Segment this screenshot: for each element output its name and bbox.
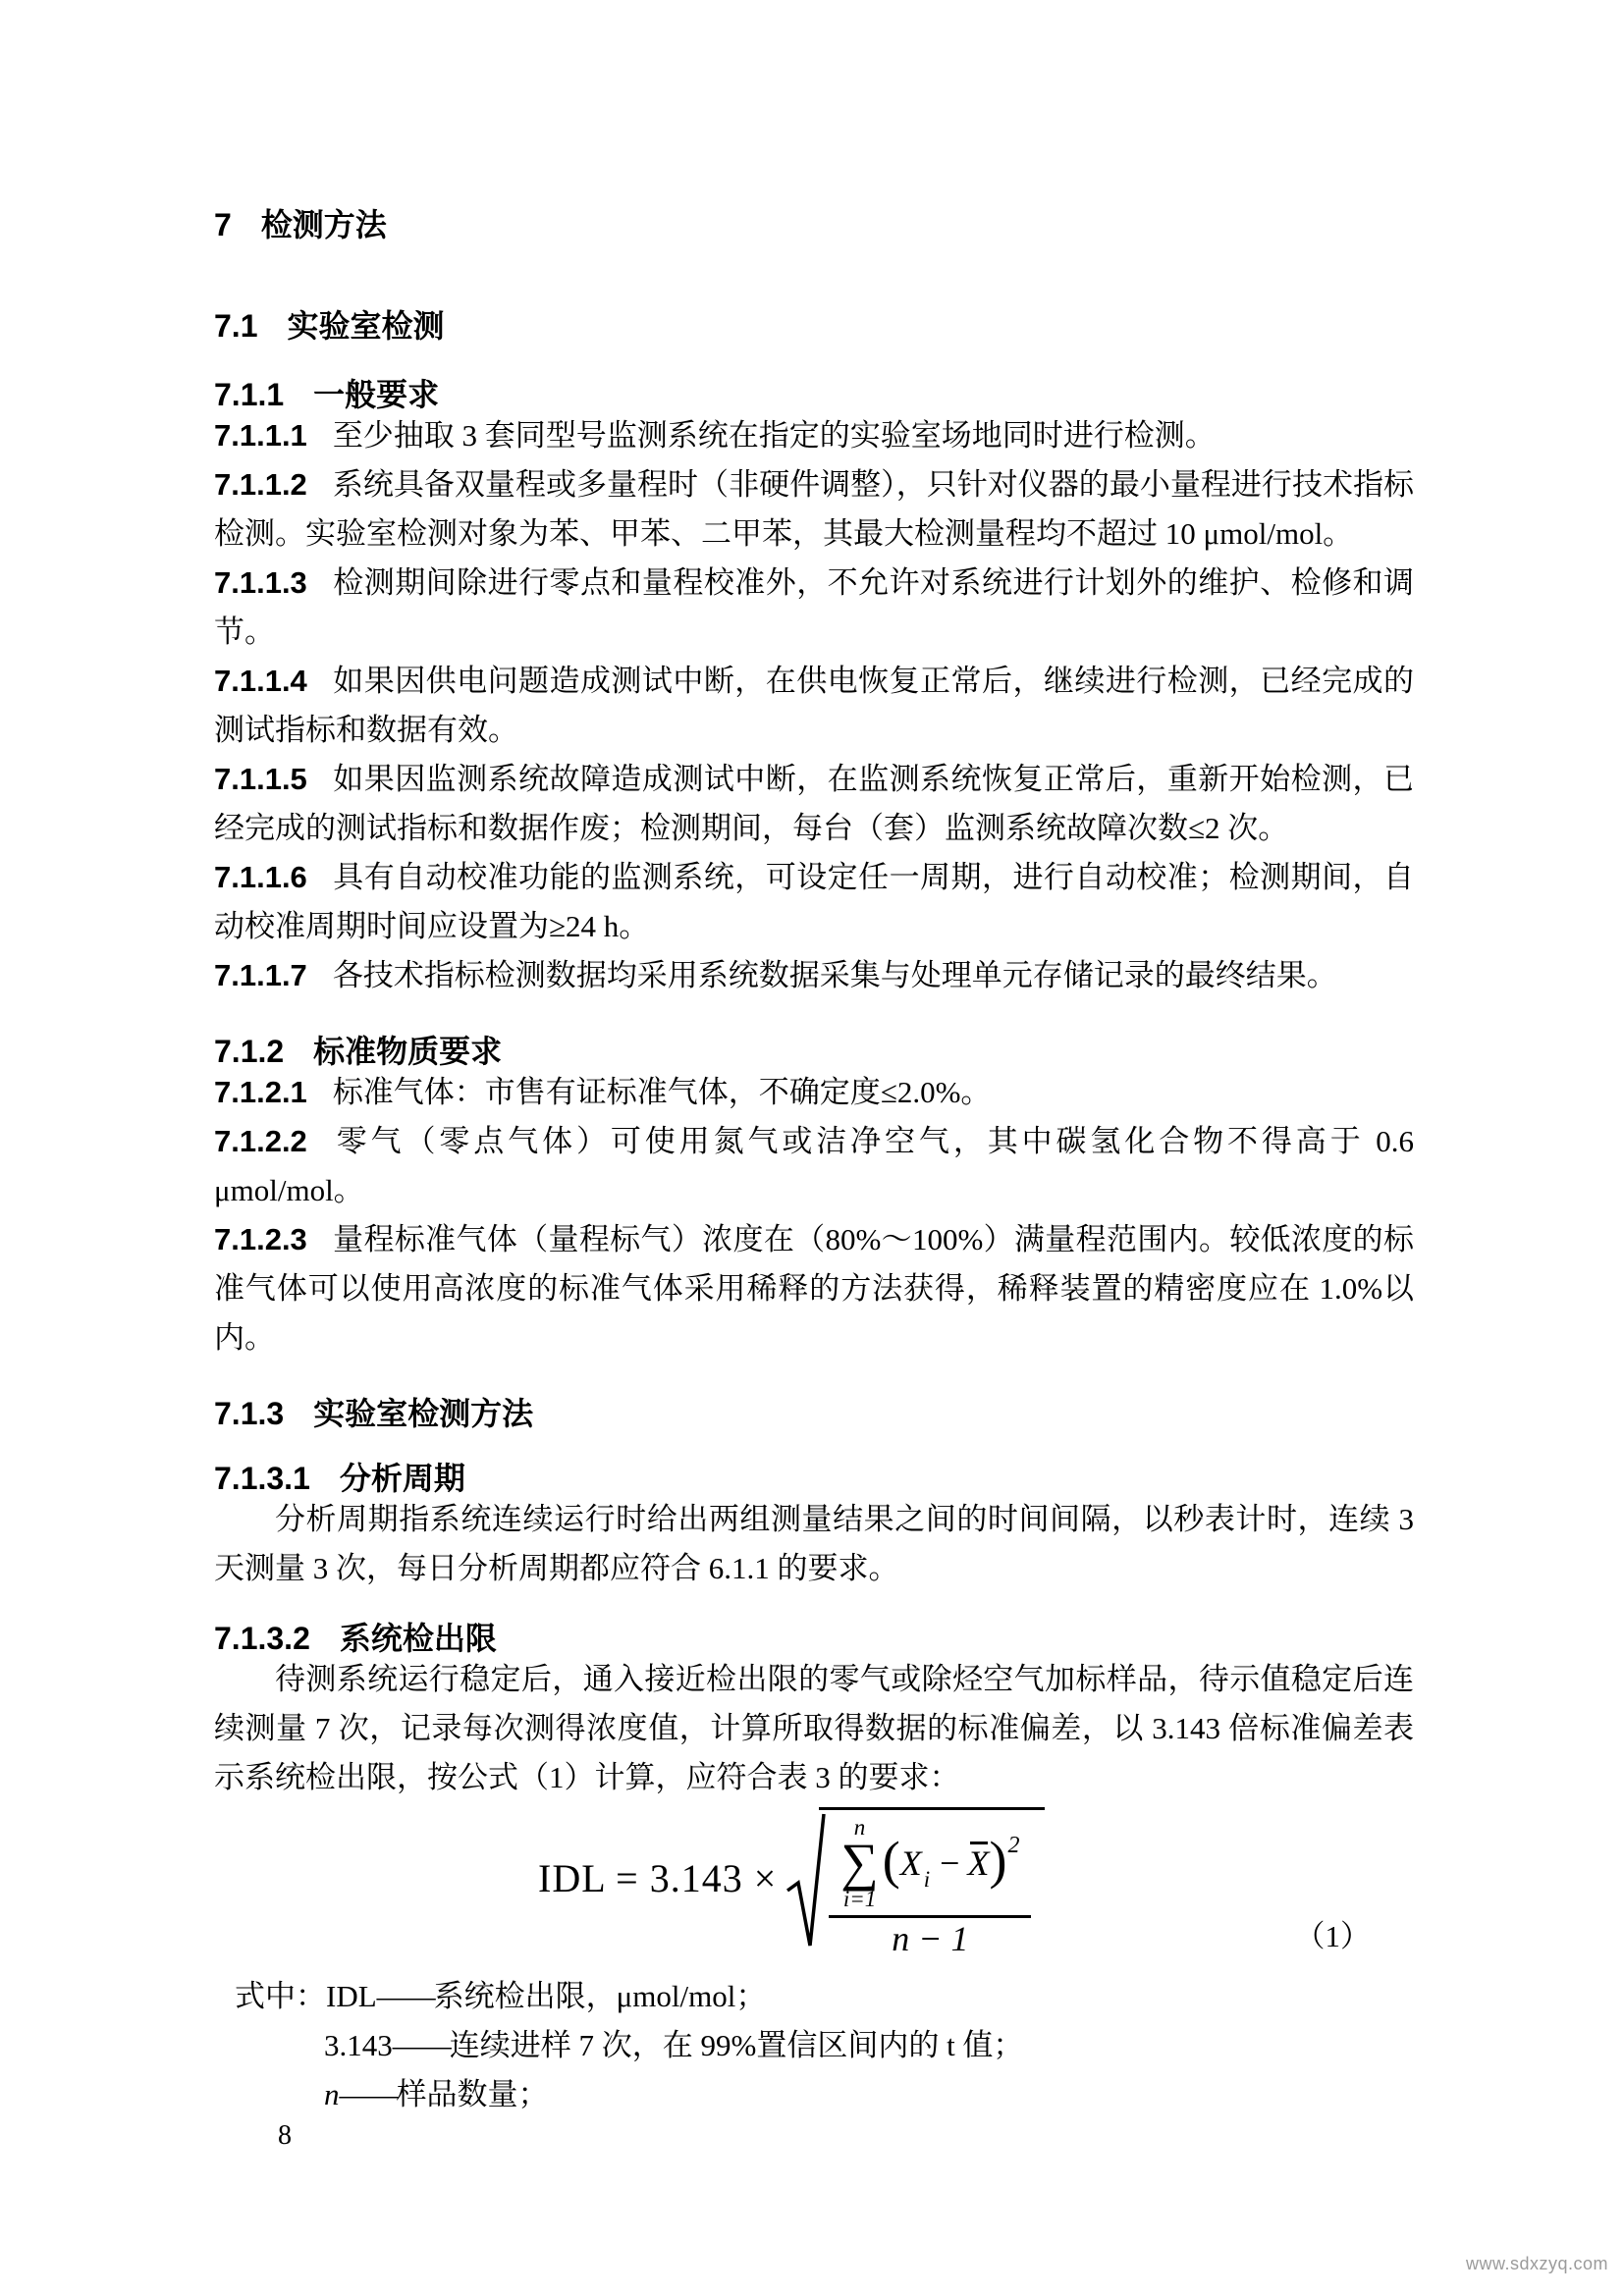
clause-text: 如果因供电问题造成测试中断，在供电恢复正常后，继续进行检测，已经完成的测试指标和数据有效。 bbox=[214, 664, 1414, 747]
section-7-1-heading bbox=[214, 310, 1414, 343]
definition-prefix: 式中： bbox=[235, 1979, 326, 2013]
formula-denominator: n − 1 bbox=[892, 1918, 969, 1958]
clause-number: 7.1.1.2 bbox=[214, 467, 307, 502]
definition-desc: 样品数量； bbox=[396, 2077, 549, 2111]
clause-paragraph bbox=[214, 1215, 1414, 1362]
clause-text: 零气（零点气体）可使用氮气或洁净空气，其中碳氢化合物不得高于 0.6 μmol/mol。 bbox=[214, 1124, 1414, 1207]
clause-text: 检测期间除进行零点和量程校准外，不允许对系统进行计划外的维护、检修和调节。 bbox=[214, 565, 1414, 649]
summation-symbol bbox=[840, 1816, 879, 1910]
formula-idl bbox=[214, 1804, 1414, 1958]
x-variable: X bbox=[899, 1842, 922, 1883]
section-7-1-2-title: 标准物质要求 bbox=[313, 1034, 503, 1069]
clause-number: 7.1.1.1 bbox=[214, 418, 307, 453]
formula-lhs: IDL = 3.143 × bbox=[538, 1856, 778, 1901]
clause-number: 7.1.2.3 bbox=[214, 1222, 307, 1256]
clause-paragraph bbox=[214, 755, 1414, 853]
clause-paragraph bbox=[214, 853, 1414, 951]
definition-term: 3.143 bbox=[324, 2028, 393, 2062]
clause-text: 如果因监测系统故障造成测试中断，在监测系统恢复正常后，重新开始检测，已经完成的测试指标和数据作废；检测期间，每台（套）监测系统故障次数≤2 次。 bbox=[214, 762, 1414, 845]
clause-number: 7.1.1.5 bbox=[214, 762, 307, 796]
clause-text: 量程标准气体（量程标气）浓度在（80%～100%）满量程范围内。较低浓度的标准气体可以使用高浓度的标准气体采用稀释的方法获得，稀释装置的精密度应在 1.0%以内。 bbox=[214, 1222, 1414, 1355]
watermark-url: www.sdxzyq.com bbox=[1465, 2254, 1608, 2273]
formula-expression bbox=[538, 1804, 1045, 1958]
clause-paragraph bbox=[214, 657, 1414, 755]
summation-lower-limit: i=1 bbox=[842, 1886, 877, 1911]
section-7-1-3-1-title: 分析周期 bbox=[339, 1461, 465, 1496]
clause-paragraph bbox=[214, 1117, 1414, 1215]
section-7-1-3-2-number: 7.1.3.2 bbox=[214, 1621, 310, 1656]
clause-text: 标准气体：市售有证标准气体，不确定度≤2.0%。 bbox=[332, 1075, 992, 1109]
symbol-definitions bbox=[214, 1972, 1414, 2119]
clause-number: 7.1.1.6 bbox=[214, 860, 307, 894]
chapter-title: 检测方法 bbox=[260, 207, 387, 242]
definition-term: IDL bbox=[326, 1979, 377, 2013]
clause-paragraph bbox=[214, 1068, 1414, 1117]
formula-radicand bbox=[819, 1807, 1045, 1956]
clause-text: 具有自动校准功能的监测系统，可设定任一周期，进行自动校准；检测期间，自动校准周期时间应设置为≥24 h。 bbox=[214, 860, 1414, 943]
formula-squared-term: ( X i − X ) 2 bbox=[882, 1831, 1020, 1892]
clause-paragraph bbox=[214, 951, 1414, 1000]
section-7-1-2-heading bbox=[214, 1036, 1414, 1068]
formula-numerator bbox=[829, 1816, 1031, 1918]
x-subscript: i bbox=[923, 1866, 931, 1892]
definition-desc: 系统检出限，μmol/mol； bbox=[433, 1979, 767, 2013]
clause-text: 系统具备双量程或多量程时（非硬件调整），只针对仪器的最小量程进行技术指标检测。实验室检测对象为苯、甲苯、二甲苯，其最大检测量程均不超过 10 μmol/mol。 bbox=[214, 467, 1414, 551]
x-mean: X bbox=[967, 1842, 990, 1883]
section-7-1-1-heading bbox=[214, 379, 1414, 411]
clause-paragraph bbox=[214, 411, 1414, 460]
clause-number: 7.1.2.2 bbox=[214, 1124, 307, 1158]
clause-number: 7.1.2.1 bbox=[214, 1075, 307, 1109]
definition-row: 式中：IDL——系统检出限，μmol/mol； bbox=[235, 1979, 767, 2013]
clause-number: 7.1.1.7 bbox=[214, 958, 307, 992]
body-paragraph: 分析周期指系统连续运行时给出两组测量结果之间的时间间隔，以秒表计时，连续 3 天测量 3 次，每日分析周期都应符合 6.1.1 的要求。 bbox=[214, 1502, 1414, 1585]
clause-text: 各技术指标检测数据均采用系统数据采集与处理单元存储记录的最终结果。 bbox=[332, 958, 1337, 992]
section-7-1-3-number: 7.1.3 bbox=[214, 1396, 285, 1431]
section-7-1-2-number: 7.1.2 bbox=[214, 1034, 285, 1069]
definition-term: n bbox=[324, 2077, 340, 2111]
section-7-1-number: 7.1 bbox=[214, 308, 258, 344]
definition-row: n——样品数量； bbox=[324, 2077, 549, 2111]
chapter-heading bbox=[214, 209, 1414, 241]
clause-text: 至少抽取 3 套同型号监测系统在指定的实验室场地同时进行检测。 bbox=[332, 418, 1216, 453]
definition-desc: 连续进样 7 次，在 99%置信区间内的 t 值； bbox=[449, 2028, 1024, 2062]
section-7-1-3-1-number: 7.1.3.1 bbox=[214, 1461, 310, 1496]
clause-number: 7.1.1.3 bbox=[214, 565, 307, 600]
equation-number: （1） bbox=[1294, 1919, 1371, 1953]
summation-upper-limit: n bbox=[853, 1815, 866, 1841]
section-7-1-3-heading bbox=[214, 1398, 1414, 1430]
section-7-1-1-title: 一般要求 bbox=[313, 377, 440, 412]
section-7-1-3-1-heading bbox=[214, 1463, 1414, 1495]
sigma-icon: ∑ bbox=[840, 1833, 879, 1893]
clause-paragraph bbox=[214, 460, 1414, 559]
clause-number: 7.1.1.4 bbox=[214, 664, 307, 698]
page-content bbox=[214, 0, 1414, 2119]
clause-paragraph bbox=[214, 559, 1414, 657]
section-7-1-3-title: 实验室检测方法 bbox=[313, 1396, 534, 1431]
section-7-1-3-2-heading bbox=[214, 1623, 1414, 1655]
definition-row: 3.143——连续进样 7 次，在 99%置信区间内的 t 值； bbox=[324, 2028, 1024, 2062]
section-7-1-3-2-title: 系统检出限 bbox=[339, 1621, 497, 1656]
exponent: 2 bbox=[1007, 1833, 1020, 1859]
page-number: 8 bbox=[278, 2120, 292, 2151]
section-7-1-title: 实验室检测 bbox=[287, 308, 445, 344]
body-paragraph: 待测系统运行稳定后，通入接近检出限的零气或除烃空气加标样品，待示值稳定后连续测量 7 次，记录每次测得浓度值，计算所取得数据的标准偏差，以 3.143 倍标准偏差表示系统检出限，按公式（1）计算，应符合表 3 的要求： bbox=[214, 1662, 1414, 1794]
section-7-1-1-number: 7.1.1 bbox=[214, 377, 285, 412]
chapter-number: 7 bbox=[214, 207, 232, 242]
